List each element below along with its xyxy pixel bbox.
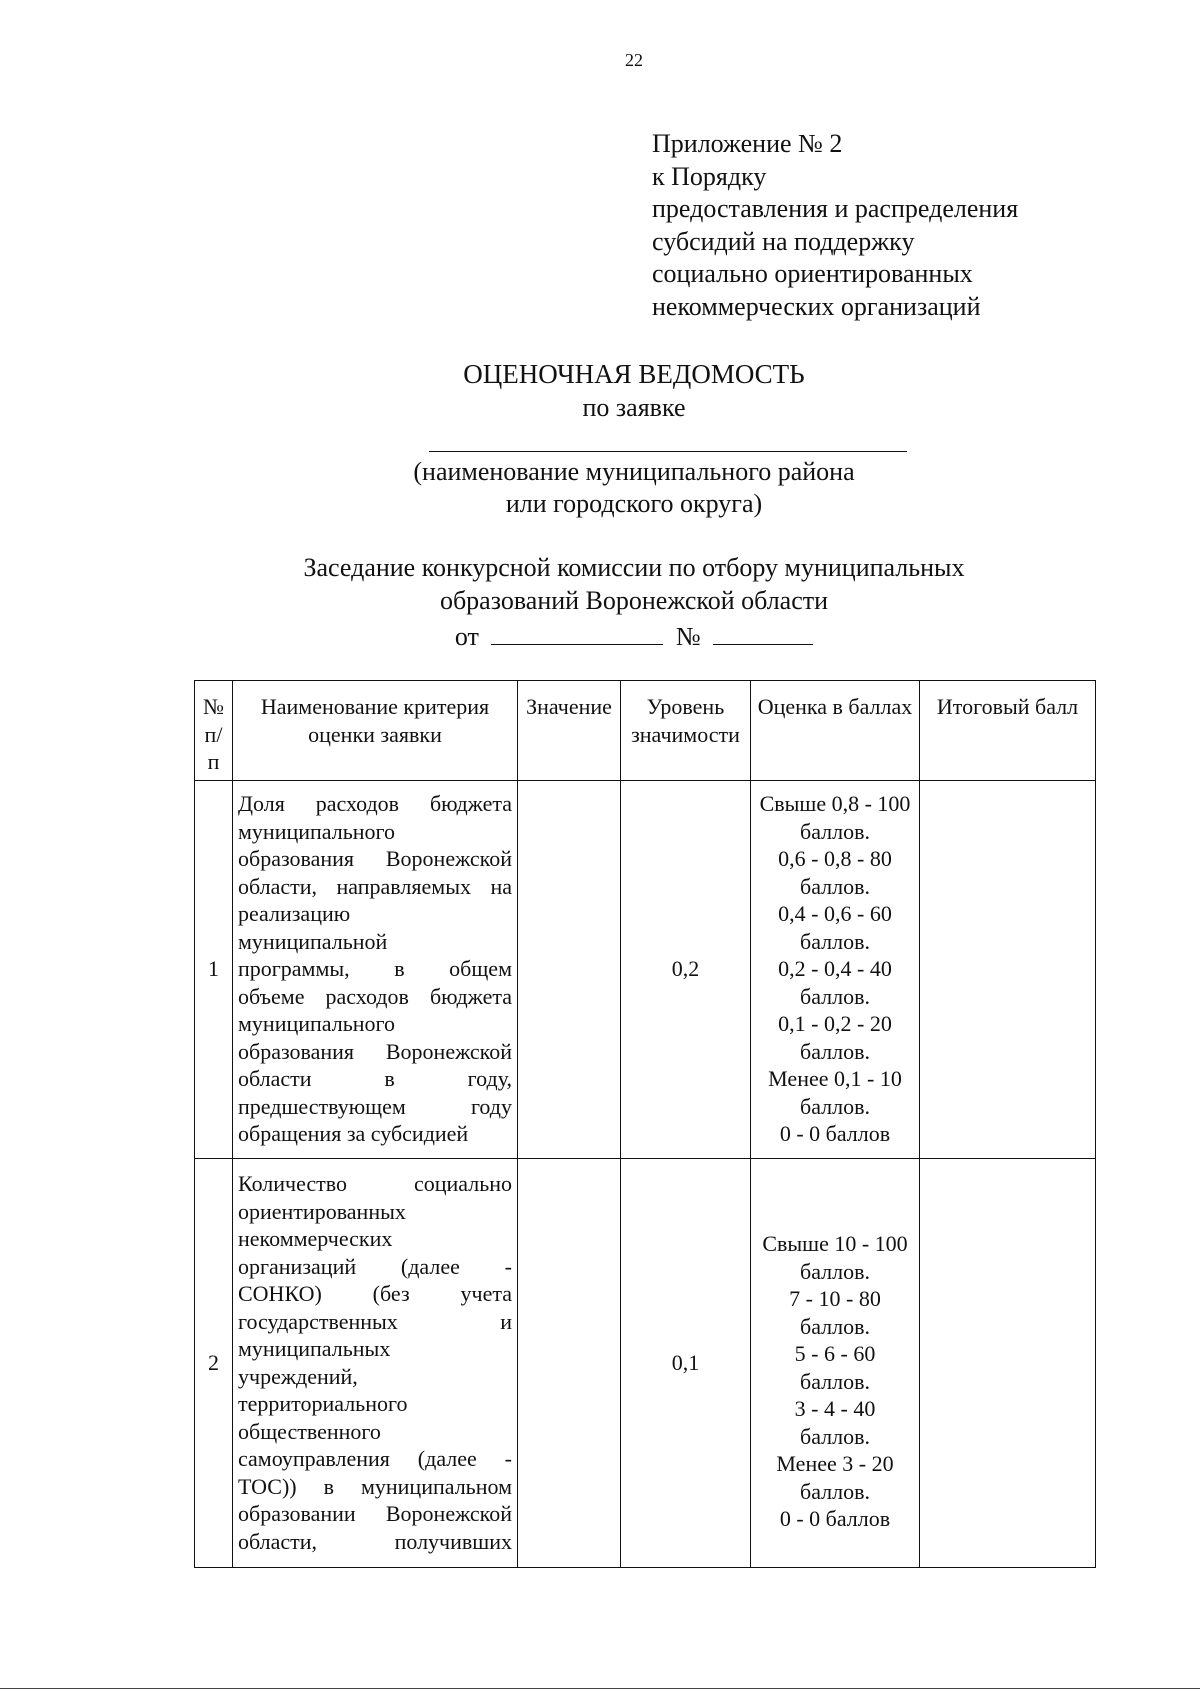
criterion-line: области, направляемых на: [238, 873, 512, 899]
criterion-line: муниципальной: [238, 928, 388, 954]
value-cell[interactable]: [518, 1158, 621, 1567]
score-line: 0,1 - 0,2 - 20: [778, 1011, 892, 1037]
score-line: Свыше 10 - 100: [762, 1231, 908, 1257]
criterion-line: предшествующем году: [238, 1093, 512, 1119]
criterion-line: области, получивших: [238, 1528, 512, 1554]
row-num: 2: [195, 1158, 233, 1567]
score-line: баллов.: [800, 1478, 870, 1504]
score-line: баллов.: [800, 1038, 870, 1064]
municipality-name-blank[interactable]: [429, 451, 907, 452]
criterion-line: Доля расходов бюджета: [238, 791, 512, 817]
criterion-line: образовании Воронежской: [238, 1501, 512, 1526]
criterion-line: СОНКО) (без учета: [238, 1281, 512, 1306]
score-line: баллов.: [800, 928, 870, 954]
score-line: 7 - 10 - 80: [789, 1286, 881, 1312]
score-line: 0,6 - 0,8 - 80: [778, 846, 892, 872]
value-cell[interactable]: [518, 780, 621, 1158]
criterion-line: образования Воронежской: [238, 846, 512, 872]
meeting-line: Заседание конкурсной комиссии по отбору муниципальных: [303, 553, 965, 582]
criterion-line: муниципального: [238, 818, 396, 844]
row-num: 1: [195, 780, 233, 1158]
score-line: баллов.: [800, 818, 870, 844]
total-score-cell[interactable]: [920, 1158, 1096, 1567]
criterion-line: Количество социально: [238, 1171, 512, 1196]
score-line: 0,4 - 0,6 - 60: [778, 901, 892, 927]
criterion-line: муниципального: [238, 1011, 396, 1037]
appendix-line: Приложение № 2: [652, 129, 843, 158]
criterion-line: образования Воронежской: [238, 1038, 512, 1064]
appendix-line: к Порядку: [652, 161, 767, 191]
criterion-line: области в году,: [238, 1066, 512, 1092]
appendix-line: некоммерческих организаций: [652, 291, 981, 321]
meeting-heading: [0, 552, 1200, 617]
criterion-line: ориентированных: [238, 1198, 406, 1224]
score-line: 3 - 4 - 40: [794, 1396, 876, 1422]
significance-level: 0,2: [621, 780, 751, 1158]
total-score-cell[interactable]: [920, 780, 1096, 1158]
score-line: Менее 3 - 20: [776, 1451, 894, 1477]
score-line: 5 - 6 - 60: [794, 1341, 876, 1367]
score-line: баллов.: [800, 873, 870, 899]
criterion-line: государственных и: [238, 1308, 512, 1334]
document-subtitle: по заявке: [582, 393, 686, 422]
date-prefix: от: [454, 622, 479, 651]
criterion-line: территориального: [238, 1391, 408, 1416]
number-sign: №: [675, 622, 701, 651]
header-criterion-name: Наименование критерия оценки заявки: [233, 681, 518, 781]
table-header-row: [195, 681, 1096, 781]
significance-level: 0,1: [621, 1158, 751, 1567]
header-score: Оценка в баллах: [751, 681, 920, 781]
table-row: [195, 1158, 1096, 1567]
appendix-line: социально ориентированных: [652, 259, 973, 288]
criterion-line: ТОС)) в муниципальном: [238, 1473, 512, 1499]
criteria-table: [194, 680, 1096, 1568]
page-number: 22: [625, 50, 643, 70]
appendix-header: [652, 128, 1152, 323]
caption-line: (наименование муниципального района: [413, 457, 855, 486]
score-scale: [751, 1158, 920, 1567]
criterion-line: общественного: [238, 1418, 381, 1444]
header-value: Значение: [518, 681, 621, 781]
criterion-line: программы, в общем: [238, 956, 512, 982]
criterion-name: [233, 780, 518, 1158]
score-line: баллов.: [800, 1368, 870, 1394]
meeting-line: образований Воронежской области: [439, 585, 829, 615]
date-blank[interactable]: [491, 620, 663, 645]
appendix-line: субсидий на поддержку: [652, 226, 915, 256]
score-scale: [751, 780, 920, 1158]
score-line: баллов.: [800, 1258, 870, 1284]
document-title: ОЦЕНОЧНАЯ ВЕДОМОСТЬ: [463, 359, 805, 389]
score-line: баллов.: [800, 1423, 870, 1449]
score-line: баллов.: [800, 983, 870, 1009]
score-line: Свыше 0,8 - 100: [759, 791, 911, 817]
criterion-line: учреждений,: [238, 1363, 358, 1389]
header-significance-level: Уровень значимости: [621, 681, 751, 781]
criterion-line: обращения за субсидией: [238, 1121, 469, 1147]
criterion-line: реализацию: [238, 901, 351, 927]
score-line: 0,2 - 0,4 - 40: [778, 956, 892, 982]
criterion-name: [233, 1158, 518, 1567]
number-blank[interactable]: [713, 620, 813, 645]
page-bottom-rule: [0, 1688, 1200, 1689]
score-line: 0 - 0 баллов: [779, 1506, 891, 1532]
criterion-line: некоммерческих: [238, 1226, 393, 1251]
header-total: Итоговый балл: [920, 681, 1096, 781]
municipality-name-caption: [0, 456, 1200, 520]
score-line: 0 - 0 баллов: [779, 1121, 891, 1147]
score-line: Менее 0,1 - 10: [768, 1066, 902, 1092]
criterion-line: самоуправления (далее -: [238, 1446, 512, 1471]
meeting-date-number-line: [0, 620, 1200, 653]
criterion-line: организаций (далее -: [238, 1253, 512, 1279]
criterion-line: объеме расходов бюджета: [238, 983, 512, 1009]
criterion-line: муниципальных: [238, 1336, 391, 1361]
caption-line: или городского округа): [505, 489, 763, 518]
table-row: [195, 780, 1096, 1158]
score-line: баллов.: [800, 1313, 870, 1339]
score-line: баллов.: [800, 1093, 870, 1119]
header-num: № п/п: [195, 681, 233, 781]
appendix-line: предоставления и распределения: [652, 194, 1019, 223]
